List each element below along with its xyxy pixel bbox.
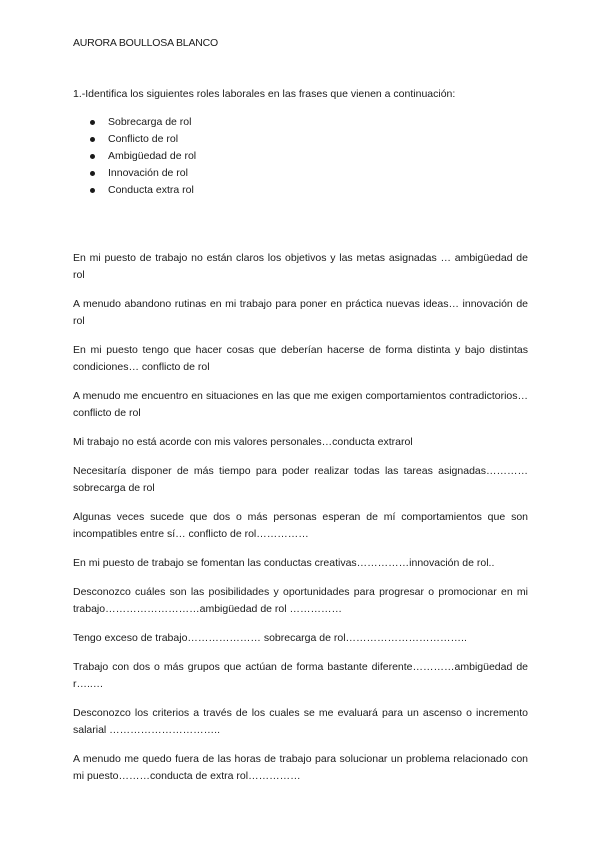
- answer-item: A menudo abandono rutinas en mi trabajo para poner en práctica nuevas ideas… innovación de rol: [73, 297, 528, 327]
- list-item: [90, 148, 196, 165]
- answer-item: Algunas veces sucede que dos o más personas esperan de mí comportamientos que son incompatibles entre sí… conflicto de rol……………: [73, 510, 528, 540]
- bullet-icon: [90, 154, 95, 159]
- bullet-icon: [90, 188, 95, 193]
- question-prompt: 1.-Identifica los siguientes roles laborales en las frases que vienen a continuación:: [73, 88, 456, 100]
- answer-item: A menudo me quedo fuera de las horas de trabajo para solucionar un problema relacionado con mi puesto………conducta de extra rol……………: [73, 752, 528, 782]
- author-name: AURORA BOULLOSA BLANCO: [73, 37, 218, 49]
- answer-item: A menudo me encuentro en situaciones en las que me exigen comportamientos contradictorios…conflicto de rol: [73, 389, 528, 419]
- bullet-icon: [90, 137, 95, 142]
- answer-item: Desconozco cuáles son las posibilidades y oportunidades para progresar o promocionar en mi trabajo………………………ambigüedad de rol ……………: [73, 585, 528, 615]
- answers-section: [73, 239, 528, 797]
- answer-item: En mi puesto de trabajo se fomentan las conductas creativas……………innovación de rol..: [73, 556, 495, 569]
- list-item: [90, 182, 196, 199]
- bullet-icon: [90, 120, 95, 125]
- answer-item: En mi puesto de trabajo no están claros los objetivos y las metas asignadas … ambigüedad de rol: [73, 251, 528, 281]
- role-label: Conducta extra rol: [108, 184, 194, 196]
- role-label: Sobrecarga de rol: [108, 116, 192, 128]
- list-item: [90, 165, 196, 182]
- answer-item: Necesitaría disponer de más tiempo para poder realizar todas las tareas asignadas………… sobrecarga de rol: [73, 464, 528, 494]
- list-item: [90, 114, 196, 131]
- answer-item: Desconozco los criterios a través de los cuales se me evaluará para un ascenso o incremento salarial …………………………..: [73, 706, 528, 736]
- answer-item: Mi trabajo no está acorde con mis valores personales…conducta extrarol: [73, 435, 413, 448]
- role-label: Ambigüedad de rol: [108, 150, 197, 162]
- roles-list: [90, 114, 196, 199]
- bullet-icon: [90, 171, 95, 176]
- list-item: [90, 131, 196, 148]
- answer-item: Tengo exceso de trabajo………………… sobrecarga de rol……………………………..: [73, 631, 467, 644]
- role-label: Innovación de rol: [108, 167, 188, 179]
- answer-item: Trabajo con dos o más grupos que actúan de forma bastante diferente…………ambigüedad de r…..…: [73, 660, 528, 690]
- answer-item: En mi puesto tengo que hacer cosas que deberían hacerse de forma distinta y bajo distintas condiciones… conflicto de rol: [73, 343, 528, 373]
- role-label: Conflicto de rol: [108, 133, 179, 145]
